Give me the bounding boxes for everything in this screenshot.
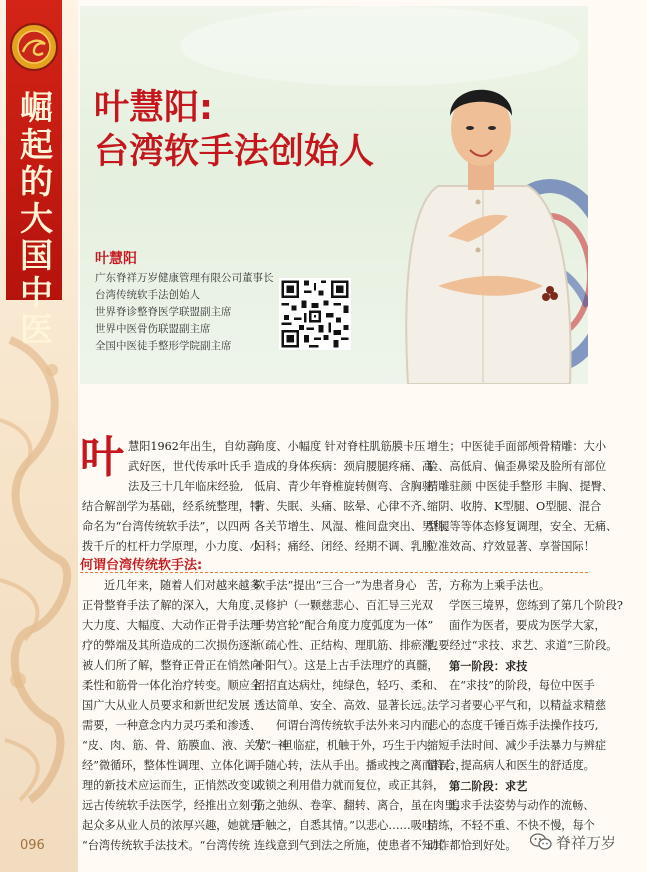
- text-line: 型腿等等体态修复调理，安全、无痛、: [427, 520, 618, 533]
- text-line: 错误、提高病人和医生的舒适度。: [427, 759, 595, 772]
- text-line: 造成的身体疾病：颈肩腰腿疼痛、高: [254, 460, 434, 473]
- title-line-1: 叶慧阳:: [94, 88, 213, 128]
- intro-col1: [82, 497, 262, 557]
- role-line: 世界中医骨伤联盟副主席: [95, 323, 211, 335]
- text-line: 面作为医者，要成为医学大家，: [449, 619, 606, 632]
- text-line: 灵修护（一颗慈悲心、百汇导三光双: [254, 599, 434, 612]
- intro-col2: [254, 437, 456, 557]
- text-line: 低肩、青少年脊椎旋转侧弯、含胸驼: [254, 480, 434, 493]
- dragon-decoration: [0, 300, 78, 860]
- text-line: 精雕驻颜 中医徒手整形 丰胸、提臀、: [427, 480, 614, 493]
- text-line: 缩短手法时间、减少手法暴力与辨症: [427, 739, 607, 752]
- text-line: 手随心转，法从手出。播或拽之离而符合，: [254, 759, 467, 772]
- section-col1: [82, 576, 290, 856]
- stage1-heading: 第一阶段：求技: [449, 659, 528, 673]
- text-line: 发“一旦临症，机触于外，巧生于内，: [254, 739, 439, 752]
- role-line: 广东脊祥万岁健康管理有限公司董事长: [95, 272, 274, 284]
- wechat-brand-icon: [530, 833, 552, 851]
- hero-banner: [80, 6, 588, 384]
- title-line-2: 台湾软手法创始人: [94, 132, 375, 172]
- text-line: 理的新技术应运而生，正悄然改变以: [82, 779, 262, 792]
- text-line: 背、失眠、头痛、眩晕、心律不齐、: [254, 500, 434, 513]
- text-line: 精练，不轻不重、不快不慢，每个: [427, 819, 595, 832]
- text-line: 法及三十几年临床经验,: [128, 480, 244, 493]
- text-line: 起众多从业人员的浓厚兴趣，她就是: [82, 819, 262, 832]
- text-line: 也要经过“求技、求艺、求道”三阶段。: [427, 639, 618, 652]
- text-line: 手触之，自悉其情。”以悲心……吸吐: [254, 819, 434, 832]
- intro-col3: [427, 437, 618, 557]
- text-line: 连线意到气到法之所施，使患者不知其: [254, 839, 445, 852]
- text-line: 被人们所了解，整脊正骨正在悄然向: [82, 659, 262, 672]
- text-line: 补阳气）。这是上古手法理疗的真髓，: [254, 659, 439, 672]
- text-line: 武好医，世代传承叶氏手: [128, 460, 252, 473]
- dragon-emblem-icon: [9, 22, 59, 72]
- article-title: [94, 86, 374, 174]
- text-line: 追求手法姿势与动作的流畅、: [449, 799, 595, 812]
- text-line: 正骨整脊手法了解的深入，大角度、: [82, 599, 262, 612]
- text-line: 大力度、大幅度、大动作正骨手法理: [82, 619, 262, 632]
- sidebar-title: 崛起的大国中医: [15, 90, 54, 349]
- text-line: 法学习者要心平气和，以精益求精慈: [427, 699, 607, 712]
- text-line: 软手法”提出“三合一”为患者身心: [254, 579, 417, 592]
- text-line: 各关节增生、风湿、椎间盘突出、男科、: [254, 520, 456, 533]
- section-col2: [254, 576, 467, 856]
- page-number: 096: [20, 838, 45, 853]
- brand-name: 脊祥万岁: [556, 834, 617, 852]
- intro-col1-wrapped: [128, 437, 258, 497]
- text-line: 需要，一种意念内力灵巧柔和渗透、: [82, 719, 262, 732]
- section-col3: [427, 576, 623, 856]
- text-line: 结合解剖学为基础，经系统整理，特: [82, 500, 262, 513]
- role-line: 全国中医徒手整形学院副主席: [95, 340, 232, 352]
- text-line: 近几年来，随着人们对越来越多: [104, 579, 261, 592]
- text-line: 缩阴、收胯、K型腿、O型腿、混合: [427, 500, 602, 513]
- qr-code-icon[interactable]: [279, 278, 351, 350]
- text-line: 招招直达病灶，纯绿色，轻巧、柔和、: [254, 679, 445, 692]
- text-line: 妇科；痛经、闭经、经期不调、乳腺: [254, 540, 434, 553]
- portrait-photo: [378, 46, 588, 384]
- text-line: 在“求技”的阶段，每位中医手: [449, 679, 595, 692]
- text-line: 位准效高、疗效显著、享誉国际！: [427, 540, 595, 553]
- wechat-brand[interactable]: [530, 832, 616, 853]
- stage2-heading: 第二阶段：求艺: [449, 779, 528, 793]
- text-line: 慧阳1962年出生，自幼喜: [128, 440, 258, 453]
- text-line: 透达简单、安全、高效、显著长远。: [254, 699, 434, 712]
- text-line: 角度、小幅度 针对脊柱肌筋膜卡压: [254, 440, 426, 453]
- text-line: “台湾传统软手法技术。“台湾传统: [82, 839, 251, 852]
- text-line: 何谓台湾传统软手法外来习内而: [276, 719, 433, 732]
- text-line: 手势宫轮“配合角度力度弧度为一体”: [254, 619, 434, 632]
- text-line: 命名为“台湾传统软手法”，以四两: [82, 520, 251, 533]
- author-roles: [95, 270, 274, 355]
- text-line: 经”微循环，整体性调理、立体化调: [82, 759, 256, 772]
- text-line: 学医三境界，您练到了第几个阶段?: [449, 599, 623, 612]
- drop-cap: 叶: [80, 432, 124, 483]
- author-name: 叶慧阳: [95, 251, 137, 267]
- text-line: 柔性和筋骨一体化治疗转变。顺应全: [82, 679, 262, 692]
- text-line: 疗的弊端及其所造成的二次损伤逐渐: [82, 639, 262, 652]
- text-line: 筋之弛纵、卷挛、翻转、离合，虽在肉里，: [254, 799, 467, 812]
- sidebar: [0, 0, 78, 872]
- text-line: 动作都恰到好处。: [427, 839, 517, 852]
- text-line: 脸、高低肩、偏歪鼻梁及脸所有部位: [427, 460, 607, 473]
- text-line: 国广大从业人员要求和新世纪发展: [82, 699, 250, 712]
- role-line: 世界脊诊整脊医学联盟副主席: [95, 306, 232, 318]
- text-line: 苦，方称为上乘手法也。: [427, 579, 551, 592]
- section-heading: 何谓台湾传统软手法:: [80, 558, 203, 573]
- text-line: 拨千斤的杠杆力学原理，小力度、小: [82, 540, 262, 553]
- text-line: 或锁之利用借力就而复位，或正其斜，: [254, 779, 445, 792]
- text-line: “皮、肉、筋、骨、筋膜血、液、关节、神: [82, 739, 290, 752]
- text-line: 悲心的态度千锤百炼手法操作技巧,: [427, 719, 599, 732]
- text-line: （疏心性、正结构、理肌筋、排瘀滞、: [254, 639, 445, 652]
- section-divider: [80, 572, 588, 573]
- text-line: 增生；中医徒手面部颅骨精雕：大小: [427, 440, 607, 453]
- text-line: 远古传统软手法医学，经推出立刻引: [82, 799, 262, 812]
- role-line: 台湾传统软手法创始人: [95, 289, 200, 301]
